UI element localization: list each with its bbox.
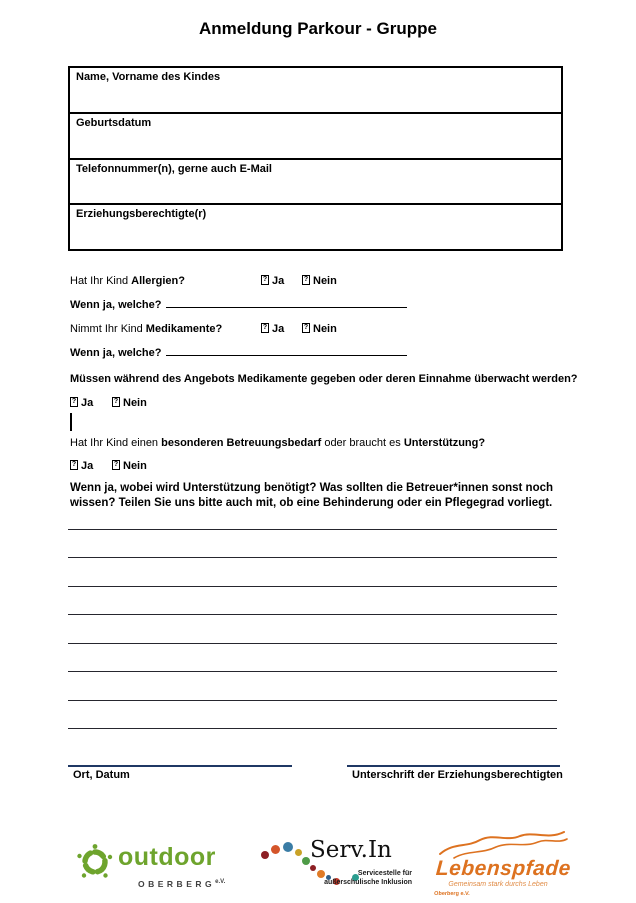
- checkbox-icon[interactable]: ?: [303, 276, 309, 283]
- writing-line[interactable]: [68, 643, 557, 644]
- outdoor-ring-icon: [76, 842, 114, 885]
- writing-line[interactable]: [68, 671, 557, 672]
- field-label: Geburtsdatum: [76, 116, 152, 129]
- question-support: [70, 436, 485, 450]
- checkbox-label: Ja: [81, 460, 94, 472]
- checkbox-label: Nein: [313, 275, 337, 287]
- question-text: Hat Ihr Kind: [70, 275, 132, 287]
- outdoor-subtitle: $OBERBERG^{e.V.}$: [138, 879, 226, 889]
- lebenspfade-wordmark: Lebenspfade Oberberg e.V.: [433, 857, 572, 897]
- logo-outdoor-oberberg: [76, 840, 226, 892]
- question-text: Hat Ihr Kind einen: [70, 437, 162, 449]
- signature-line-guardian[interactable]: [347, 765, 560, 767]
- field-name-child[interactable]: [70, 68, 561, 112]
- field-label: Telefonnummer(n), gerne auch E-Mail: [76, 162, 272, 175]
- logo-lebenspfade: [433, 828, 574, 897]
- wenn-ja-label: Wenn ja, welche?: [70, 347, 162, 359]
- question-text-bold: Unterstützung?: [403, 437, 486, 449]
- checkbox-label: Ja: [272, 275, 285, 287]
- medication-detail-row: [70, 344, 407, 360]
- supervision-checkbox-ja[interactable]: [70, 396, 93, 410]
- supervision-checkbox-nein[interactable]: [112, 396, 147, 410]
- writing-line[interactable]: [68, 728, 557, 729]
- support-details-paragraph: Wenn ja, wobei wird Unterstützung benötigt? Was sollten die Betreuer*innen sonst noch wissen? Teilen Sie uns bitte auch mit, ob eine Behinderung oder ein Pflegegrad vorliegt.: [70, 482, 554, 509]
- writing-line[interactable]: [68, 586, 557, 587]
- writing-line[interactable]: [68, 614, 557, 615]
- signature-label-date: Ort, Datum: [73, 769, 130, 781]
- checkbox-icon[interactable]: ?: [113, 398, 119, 405]
- lebenspfade-tagline: Gemeinsam stark durchs Leben: [448, 881, 548, 888]
- field-label: Erziehungsberechtigte(r): [76, 208, 207, 221]
- writing-line[interactable]: [68, 557, 557, 558]
- question-text: oder braucht es: [321, 437, 404, 449]
- medication-checkbox-ja[interactable]: [261, 322, 284, 336]
- allergies-checkbox-ja[interactable]: [261, 274, 284, 288]
- checkbox-label: Nein: [313, 323, 337, 335]
- medication-write-line[interactable]: [166, 344, 407, 356]
- allergies-checkbox-nein[interactable]: [302, 274, 337, 288]
- checkbox-label: Nein: [123, 397, 147, 409]
- checkbox-icon[interactable]: ?: [113, 461, 119, 468]
- field-birthdate[interactable]: [70, 112, 561, 158]
- field-label: Name, Vorname des Kindes: [76, 71, 221, 83]
- writing-line[interactable]: [68, 529, 557, 530]
- checkbox-icon[interactable]: ?: [71, 461, 77, 468]
- support-checkbox-nein[interactable]: [112, 459, 147, 473]
- lebenspfade-suffix: Oberberg e.V.: [433, 891, 470, 897]
- checkbox-icon[interactable]: ?: [71, 398, 77, 405]
- field-guardian[interactable]: [70, 203, 561, 249]
- checkbox-icon[interactable]: ?: [303, 324, 309, 331]
- support-checkbox-ja[interactable]: [70, 459, 93, 473]
- checkbox-label: Nein: [123, 460, 147, 472]
- allergies-write-line[interactable]: [166, 296, 407, 308]
- servin-subtitle: Servicestelle für außerschulische Inklusion: [324, 870, 412, 886]
- text-cursor: [70, 413, 72, 431]
- question-supervision: Müssen während des Angebots Medikamente gegeben oder deren Einnahme überwacht werden?: [70, 373, 578, 385]
- outdoor-wordmark: outdoor: [118, 843, 216, 871]
- info-table: [68, 66, 563, 251]
- checkbox-icon[interactable]: ?: [262, 276, 268, 283]
- checkbox-label: Ja: [81, 397, 94, 409]
- question-text: Nimmt Ihr Kind: [70, 323, 146, 335]
- question-medication: [70, 322, 222, 336]
- question-allergies: [70, 274, 185, 288]
- checkbox-icon[interactable]: ?: [262, 324, 268, 331]
- signature-label-guardian: Unterschrift der Erziehungsberechtigten: [352, 769, 563, 781]
- allergies-detail-row: [70, 296, 407, 312]
- medication-checkbox-nein[interactable]: [302, 322, 337, 336]
- question-text-bold: Allergien?: [131, 275, 185, 287]
- signature-line-date[interactable]: [68, 765, 292, 767]
- wenn-ja-label: Wenn ja, welche?: [70, 299, 162, 311]
- page-title: Anmeldung Parkour - Gruppe: [198, 19, 438, 38]
- servin-wordmark: Serv.In: [310, 837, 392, 863]
- question-text-bold: besonderen Betreuungsbedarf: [161, 437, 322, 449]
- writing-line[interactable]: [68, 700, 557, 701]
- checkbox-label: Ja: [272, 323, 285, 335]
- field-phone-email[interactable]: [70, 158, 561, 204]
- logo-servin: [260, 836, 415, 896]
- question-text-bold: Medikamente?: [145, 323, 223, 335]
